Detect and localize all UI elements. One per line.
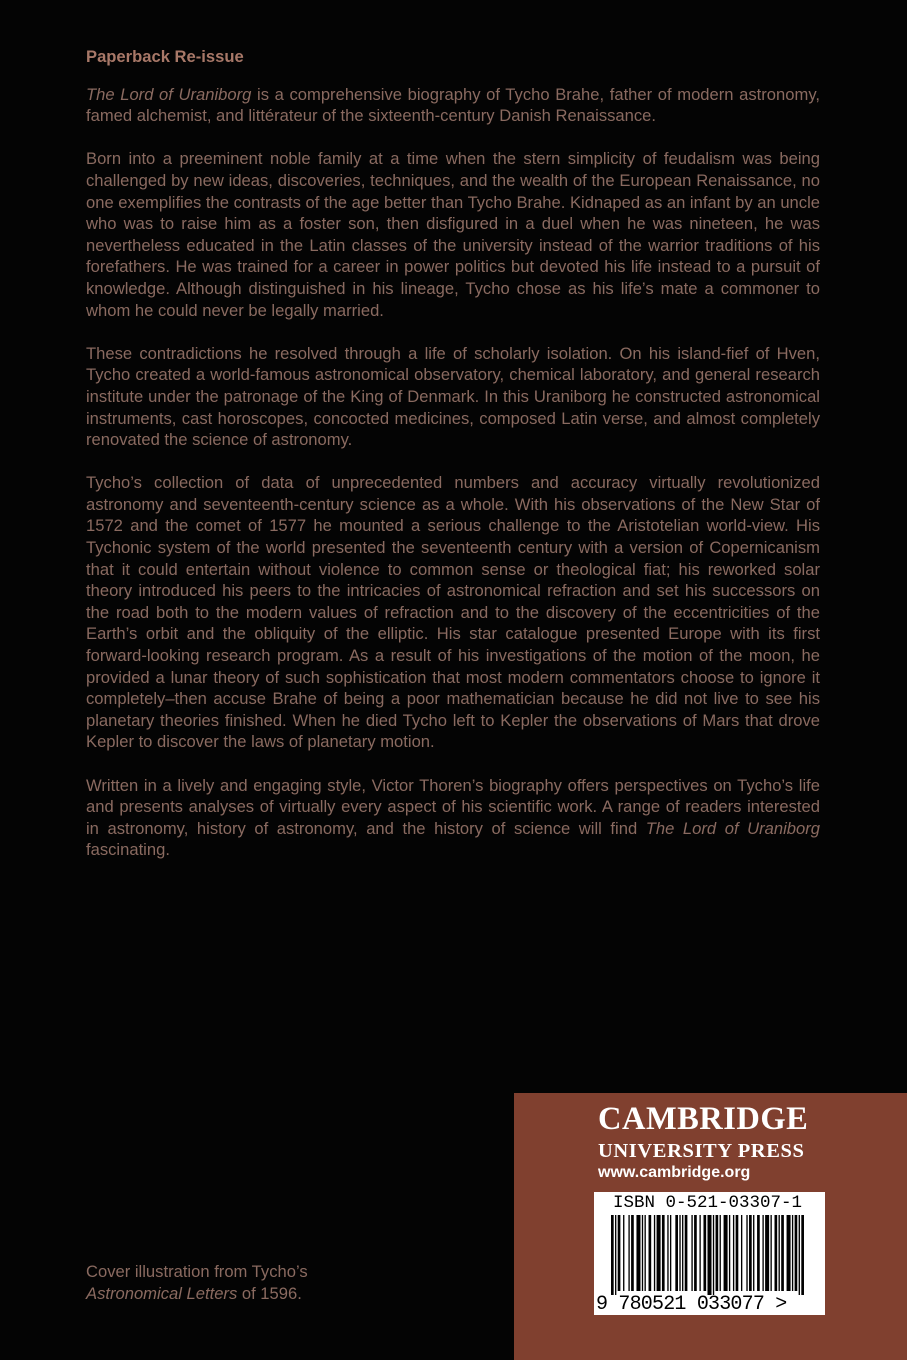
publisher-url: www.cambridge.org [598,1164,751,1181]
reissue-heading: Paperback Re-issue [86,47,244,66]
barcode-bar [770,1215,771,1291]
barcode-bar [801,1215,804,1295]
barcode-bar [628,1215,629,1291]
barcode-bar [657,1215,661,1291]
barcode-bar [611,1215,614,1295]
barcode-bar [781,1215,784,1291]
credit-line-2-end: of 1596. [237,1283,302,1303]
barcode-bar [649,1215,652,1291]
book-title-inline: The Lord of Uraniborg [645,818,821,838]
barcode-bar [713,1215,714,1295]
barcode-bar [694,1215,697,1291]
book-title: The Lord of Uraniborg [86,84,252,104]
barcode-bar [679,1215,680,1291]
barcode-bar [724,1215,728,1291]
barcode-bar [775,1215,778,1291]
blurb-paragraph-1-text: is a comprehensive biography of Tycho Brahe, father of modern astronomy, famed alchemist, and littérateur of the sixteenth-century Danish Renaissance. [86,84,820,126]
back-cover-blurb [86,46,820,883]
blurb-paragraph-5-end: fascinating. [86,840,170,860]
blurb-paragraph-3: These contradictions he resolved through a life of scholarly isolation. On his island-fief of Hven, Tycho created a world-famous astronomical observatory, chemical laboratory, and general research institute under the patronage of the King of Denmark. In this Uraniborg he constructed astronomical instruments, cast horoscopes, concocted medicines, composed Latin verse, and almost completely renovated the science of astronomy. [86,343,820,450]
barcode-bar [792,1215,793,1291]
barcode-bar [795,1215,798,1291]
barcode-bar [662,1215,665,1291]
barcode-bar [765,1215,769,1291]
barcode-bar [729,1215,730,1291]
barcode-bar [707,1215,711,1295]
isbn-barcode [594,1192,825,1315]
barcode-bar [703,1215,706,1291]
barcode-bar [799,1215,800,1295]
barcode-bar [757,1215,760,1291]
barcode-bar [787,1215,791,1291]
barcode-bar [691,1215,692,1291]
blurb-paragraph-5-text: Written in a lively and engaging style, Victor Thoren’s biography offers perspectives on Tycho’s life and presents analyses of virtually every aspect of his scientific work. A range of readers interested in astronomy, history of astronomy, and the history of science will find [86,775,820,838]
barcode-bar [675,1215,678,1291]
blurb-paragraph-2: Born into a preeminent noble family at a time when the stern simplicity of feudalism was being challenged by new ideas, discoveries, techniques, and the wealth of the European Renaissance, no one exemplifies the contrasts of the age better than Tycho Brahe. Kidnaped as an infant by an uncle who was to raise him as a foster son, then disfigured in a duel when he was nineteen, he was nevertheless educated in the Latin classes of the university instead of the warrior traditions of his forefathers. He was trained for a career in power politics but devoted his life instead to a pursuit of knowledge. Although distinguished in his lineage, Tycho chose as his life’s mate a commoner to whom he could never be legally married. [86,149,820,320]
barcode-bar [741,1215,742,1291]
barcode-bar [631,1215,634,1291]
barcode-bar [682,1215,683,1291]
barcode-bar [779,1215,780,1291]
barcode-bar [667,1215,668,1291]
isbn-number: ISBN 0-521-03307-1 [613,1193,803,1213]
barcode-bar [699,1215,700,1291]
blurb-paragraph-5 [86,775,820,861]
publisher-panel [514,1093,907,1360]
barcode-bar [623,1215,624,1291]
barcode-bar [642,1215,643,1291]
barcode-bar [615,1215,616,1295]
barcode-bars [611,1215,808,1295]
barcode-bar [720,1215,721,1291]
barcode-bar [753,1215,754,1291]
blurb-paragraph-1 [86,84,820,127]
barcode-bar [736,1215,739,1291]
publisher-logo-subname: UNIVERSITY PRESS [598,1140,805,1162]
barcode-bar [618,1215,621,1291]
barcode-bar [762,1215,763,1291]
barcode-bar [685,1215,688,1291]
barcode-bar [733,1215,734,1291]
barcode-bar [670,1215,671,1291]
credit-work-title: Astronomical Letters [86,1283,238,1303]
barcode-bar [716,1215,719,1291]
blurb-paragraph-4: Tycho’s collection of data of unprecedented numbers and accuracy virtually revolutionized astronomy and seventeenth-century science as a whole. With his observations of the New Star of 1572 and the comet of 1577 he mounted a serious challenge to the Aristotelian world-view. His Tychonic system of the world presented the seventeenth century with a version of Copernicanism that it could entertain without violence to common sense or theological fiat; his reworked solar theory introduced his peers to the intricacies of astronomical refraction and set his successors on the road both to the modern values of refraction and to the discovery of the eccentricities of the Earth’s orbit and the obliquity of the elliptic. His star catalogue presented Europe with its first forward-looking research program. As a result of his investigations of the motion of the moon, he provided a lunar theory of such sophistication that most modern commentators choose to ignore it completely–then accuse Brahe of being a poor mathematician because he did not live to see his planetary theories finished. When he died Tycho left to Kepler the observations of Mars that drove Kepler to discover the laws of planetary motion. [86,473,820,752]
ean-number: 9 780521 033077 > [596,1293,787,1316]
cover-illustration-credit [86,1261,406,1304]
barcode-bar [746,1215,747,1291]
barcode-bar [645,1215,646,1291]
credit-line-1: Cover illustration from Tycho’s [86,1262,308,1281]
barcode-bar [636,1215,640,1291]
barcode-bar [654,1215,655,1291]
barcode-bar [749,1215,752,1291]
publisher-logo-name: CAMBRIDGE [598,1101,809,1137]
